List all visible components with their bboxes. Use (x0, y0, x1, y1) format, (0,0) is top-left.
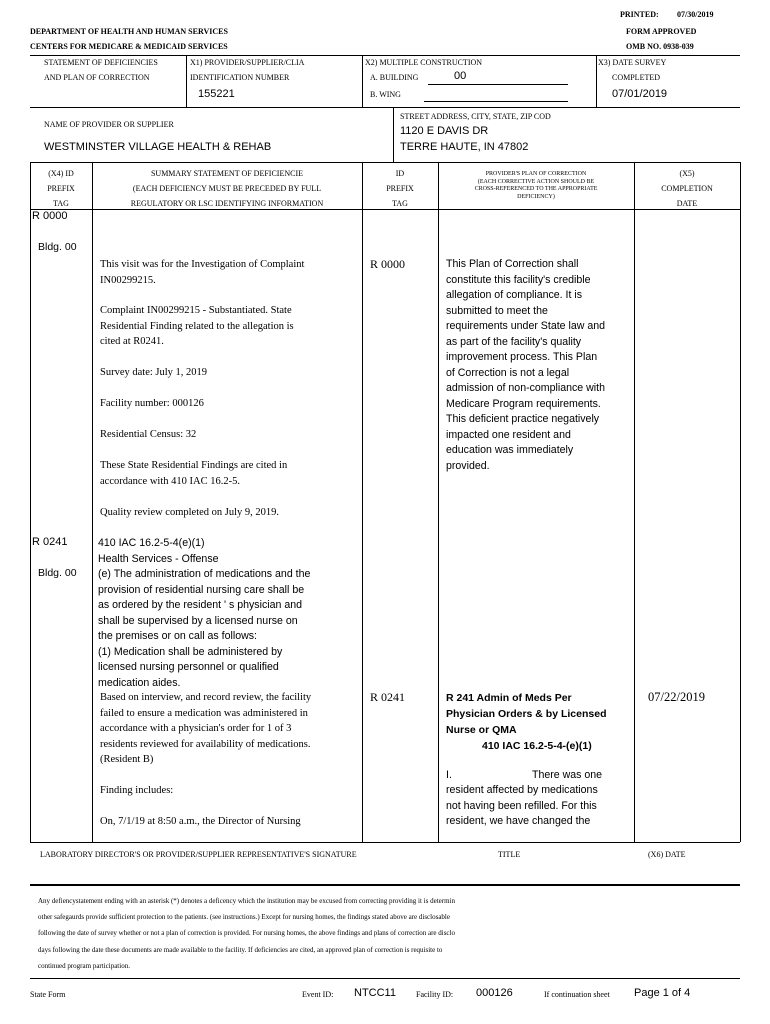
r0000-building: Bldg. 00 (38, 241, 77, 253)
building-label: A. BUILDING (370, 73, 419, 82)
plan-header: PROVIDER'S PLAN OF CORRECTION (EACH CORRECTIVE ACTION SHOULD BE CROSS-REFERENCED TO THE APPROPRIATE DEFICIENCY) (474, 171, 598, 200)
r0000-plan: This Plan of Correction shall constitute this facility's credible allegation of compliance. It is submitted to meet the requirements under State law and as part of the facility's quality improvement process. This Plan of Correction is not a legal admission of non-compliance with Medicare Program requirements. This deficient practice negatively impacted one resident and education was immediately provided. (446, 258, 605, 472)
r0241-regulation: 410 IAC 16.2-5-4(e)(1) Health Services - Offense (e) The administration of medications and the provision of residential nursing care shall be as ordered by the resident ' s physician and shall be supervised by a licensed nurse on the premises or on call as follows: (1) Medication shall be administered by licensed nursing personnel or qualified medication aides. (98, 537, 311, 689)
signature-label: LABORATORY DIRECTOR'S OR PROVIDER/SUPPLIER REPRESENTATIVE'S SIGNATURE (40, 850, 357, 859)
r0241-finding: Based on interview, and record review, the facility failed to ensure a medication was administered in accordance with a physician's order for 1 of 3 residents reviewed for availability of medications. (Resident B) (100, 692, 312, 765)
facility-id-value: 000126 (476, 987, 513, 999)
r0241-plan-number: I. (446, 769, 452, 781)
r0000-summary-3: Survey date: July 1, 2019 (100, 367, 208, 378)
r0000-id-tag: R 0000 (370, 257, 406, 271)
r0000-summary-2: Complaint IN00299215 - Substantiated. State Residential Finding related to the allegation is cited at R0241. (100, 305, 294, 347)
r0241-finding-detail: On, 7/1/19 at 8:50 a.m., the Director of Nursing (100, 816, 301, 827)
disclaimer: Any defiencystatement ending with an asterisk (*) denotes a deficency which the institution may be excused from correcting providing it is determin other safegaurds provide sufficient protection to the patients. (see instructions.) Except for nursing homes, the findings stated above are disclosable following the date of survey whether or not a plan of correction is provided. For nursing homes, the above findings and plans of correction are disclo days following the date these documents are made available to the facility. If deficiencies are cited, an approved plan of correction is requisite to continued program participation. (38, 897, 455, 970)
r0000-summary-4: Facility number: 000126 (100, 398, 204, 409)
event-id-label: Event ID: (302, 990, 334, 999)
x5-header: (X5) COMPLETION DATE (661, 169, 713, 208)
printed-date: 07/30/2019 (677, 10, 714, 19)
printed-label: PRINTED: (620, 10, 659, 19)
continuation-label: If continuation sheet (544, 990, 610, 999)
r0241-plan-title: R 241 Admin of Meds Per Physician Orders & by Licensed Nurse or QMA 410 IAC 16.2-5-4-(e)(1) (446, 692, 607, 752)
r0241-tag: R 0241 (32, 536, 68, 548)
wing-label: B. WING (370, 90, 401, 99)
provider-label-2: IDENTIFICATION NUMBER (190, 73, 290, 82)
r0241-plan-first-line: There was one (532, 769, 603, 781)
event-id-value: NTCC11 (354, 987, 396, 999)
facility-id-label: Facility ID: (416, 990, 454, 999)
statement-label-1: STATEMENT OF DEFICIENCIES (44, 58, 158, 67)
statement-label-2: AND PLAN OF CORRECTION (44, 73, 150, 82)
id-header: ID PREFIX TAG (386, 169, 414, 208)
r0000-summary-6: These State Residential Findings are cited in accordance with 410 IAC 16.2-5. (100, 460, 288, 487)
street-address-line2: TERRE HAUTE, IN 47802 (400, 141, 529, 153)
multiple-construction-label: X2) MULTIPLE CONSTRUCTION (365, 58, 483, 67)
r0241-completion-date: 07/22/2019 (648, 690, 705, 704)
building-value: 00 (454, 70, 467, 82)
agency-line2: CENTERS FOR MEDICARE & MEDICAID SERVICES (30, 42, 228, 51)
title-label: TITLE (498, 850, 521, 859)
survey-date: 07/01/2019 (612, 88, 668, 100)
r0000-summary-7: Quality review completed on July 9, 2019. (100, 507, 280, 518)
x4-header: (X4) ID PREFIX TAG (47, 169, 75, 208)
signature-date-label: (X6) DATE (648, 850, 686, 859)
state-form-label: State Form (30, 990, 66, 999)
survey-label-2: COMPLETED (612, 73, 660, 82)
r0241-plan-text: resident affected by medications not having been refilled. For this resident, we have changed the (446, 784, 598, 827)
street-address-line1: 1120 E DAVIS DR (400, 125, 489, 137)
provider-label-1: X1) PROVIDER/SUPPLIER/CLIA (190, 58, 305, 67)
omb-number: OMB NO. 0938-039 (626, 42, 694, 51)
provider-name-label: NAME OF PROVIDER OR SUPPLIER (44, 120, 174, 129)
r0241-id-tag: R 0241 (370, 690, 406, 704)
provider-id: 155221 (198, 88, 235, 100)
r0000-tag: R 0000 (32, 210, 68, 222)
agency-line1: DEPARTMENT OF HEALTH AND HUMAN SERVICES (30, 27, 228, 36)
survey-label-1: X3) DATE SURVEY (598, 58, 667, 67)
r0241-finding-includes: Finding includes: (100, 785, 174, 796)
provider-name: WESTMINSTER VILLAGE HEALTH & REHAB (44, 141, 272, 153)
r0000-summary-5: Residential Census: 32 (100, 429, 197, 440)
summary-header: SUMMARY STATEMENT OF DEFICIENCIE (EACH DEFICIENCY MUST BE PRECEDED BY FULL REGULATORY OR LSC IDENTIFYING INFORMATION (130, 169, 324, 208)
street-address-label: STREET ADDRESS, CITY, STATE, ZIP COD (400, 112, 551, 121)
form-approved: FORM APPROVED (626, 27, 697, 36)
r0000-summary-1: This visit was for the Investigation of Complaint IN00299215. (100, 259, 305, 286)
page-number: Page 1 of 4 (634, 987, 691, 999)
r0241-building: Bldg. 00 (38, 567, 77, 579)
